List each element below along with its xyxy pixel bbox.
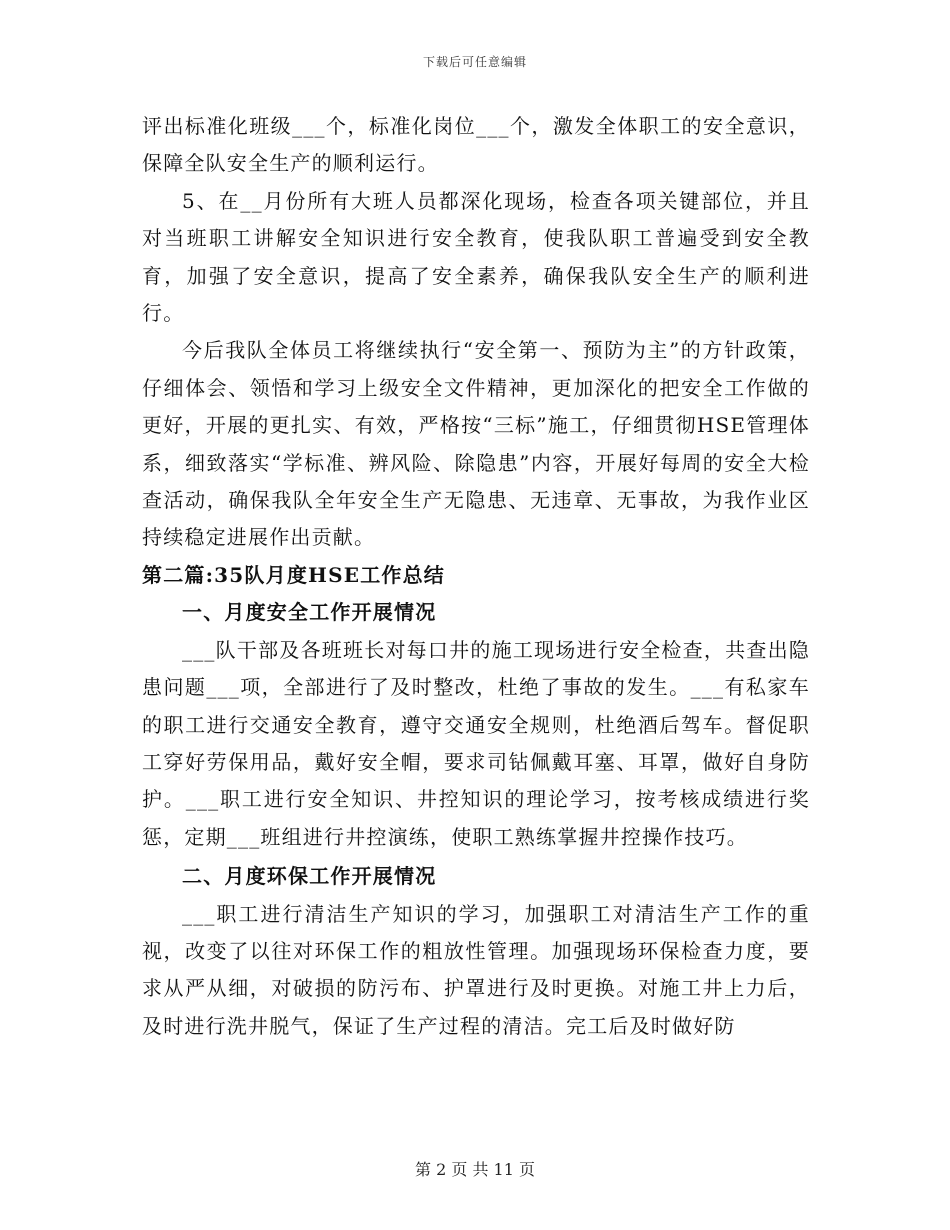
heading-safety-work: 一、月度安全工作开展情况 (182, 600, 437, 625)
paragraph-item-5: 5、在__月份所有大班人员都深化现场，检查各项关键部位，并且对当班职工讲解安全知识进行安全教育，使我队职工普遍受到安全教育，加强了安全意识，提高了安全素养，确保我队安全生产的顺利进行。 (142, 188, 810, 326)
heading-environmental-work: 二、月度环保工作开展情况 (182, 864, 437, 889)
document-body (142, 108, 810, 1045)
section-title: 第二篇:35队月度HSE工作总结 (142, 562, 445, 587)
header-note: 下载后可任意编辑 (422, 55, 527, 69)
paragraph-future-plans: 今后我队全体员工将继续执行“安全第一、预防为主”的方针政策，仔细体会、领悟和学习上级安全文件精神，更加深化的把安全工作做的更好，开展的更扎实、有效，严格按“三标”施工，仔细贯彻HSE管理体系，细致落实“学标准、辨风险、除隐患”内容，开展好每周的安全大检查活动，确保我队全年安全生产无隐患、无违章、无事故，为我作业区持续稳定进展作出贡献。 (142, 338, 810, 550)
page-number: 第 2 页 共 11 页 (415, 1160, 535, 1179)
paragraph-environmental-work: ___职工进行清洁生产知识的学习，加强职工对清洁生产工作的重视，改变了以往对环保工作的粗放性管理。加强现场环保检查力度，要求从严从细，对破损的防污布、护罩进行及时更换。对施工井上力后，及时进行洗井脱气，保证了生产过程的清洁。完工后及时做好防 (142, 901, 810, 1038)
paragraph-standardization: 评出标准化班级___个，标准化岗位___个，激发全体职工的安全意识，保障全队安全生产的顺利运行。 (142, 114, 810, 176)
paragraph-safety-work: ___队干部及各班班长对每口井的施工现场进行安全检查，共查出隐患问题___项，全部进行了及时整改，杜绝了事故的发生。___有私家车的职工进行交通安全教育，遵守交通安全规则，杜绝酒后驾车。督促职工穿好劳保用品，戴好安全帽，要求司钻佩戴耳塞、耳罩，做好自身防护。___职工进行安全知识、井控知识的理论学习，按考核成绩进行奖惩，定期___班组进行井控演练，使职工熟练掌握井控操作技巧。 (142, 637, 810, 849)
